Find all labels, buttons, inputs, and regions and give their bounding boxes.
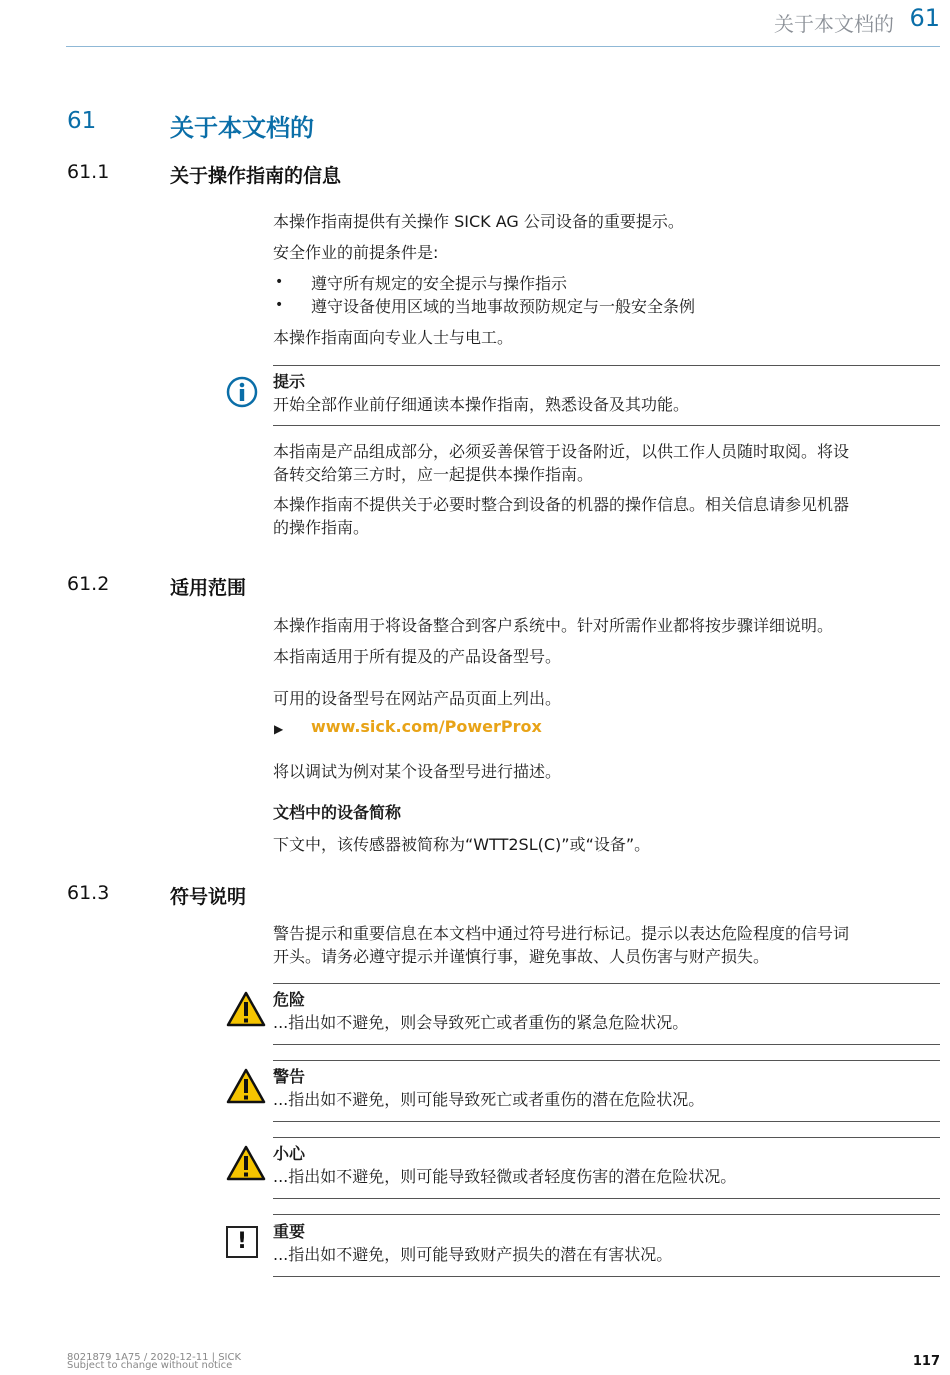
- bullet-dot: •: [275, 274, 284, 290]
- important-exclamation-icon: !: [226, 1226, 258, 1258]
- paragraph: 安全作业的前提条件是:: [273, 243, 439, 262]
- danger-bottom-rule: [273, 1044, 940, 1045]
- warning-triangle-icon: [226, 1145, 266, 1181]
- running-header-title: 关于本文档的: [774, 12, 894, 36]
- subheading: 文档中的设备简称: [273, 803, 402, 822]
- paragraph: 可用的设备型号在网站产品页面上列出。: [273, 689, 562, 708]
- section-title: 符号说明: [170, 886, 247, 908]
- list-item: 遵守设备使用区域的当地事故预防规定与一般安全条例: [311, 297, 696, 316]
- section-number: 61.2: [67, 573, 110, 595]
- list-item: 遵守所有规定的安全提示与操作指示: [311, 274, 568, 293]
- paragraph: 将以调试为例对某个设备型号进行描述。: [273, 762, 562, 781]
- arrow-bullet-icon: ▶: [274, 722, 284, 736]
- important-top-rule: [273, 1214, 940, 1215]
- important-bottom-rule: [273, 1276, 940, 1277]
- warning-top-rule: [273, 1060, 940, 1061]
- warning-triangle-icon: [226, 991, 266, 1027]
- important-title: 重要: [273, 1222, 306, 1241]
- chapter-number: 61: [67, 108, 97, 134]
- paragraph: 本操作指南提供有关操作 SICK AG 公司设备的重要提示。: [273, 212, 684, 231]
- warning-text: ...指出如不避免，则可能导致死亡或者重伤的潜在危险状况。: [273, 1090, 705, 1109]
- section-title: 关于操作指南的信息: [170, 165, 342, 187]
- danger-top-rule: [273, 983, 940, 984]
- paragraph: 本操作指南用于将设备整合到客户系统中。针对所需作业都将按步骤详细说明。: [273, 616, 834, 635]
- note-text: 开始全部作业前仔细通读本操作指南，熟悉设备及其功能。: [273, 395, 690, 414]
- caution-text: ...指出如不避免，则可能导致轻微或者轻度伤害的潜在危险状况。: [273, 1167, 737, 1186]
- section-title: 适用范围: [170, 577, 247, 599]
- caution-title: 小心: [273, 1144, 306, 1163]
- footer-document-id: 8021879 1A75 / 2020-12-11 | SICK: [67, 1352, 242, 1363]
- chapter-title: 关于本文档的: [170, 114, 314, 142]
- paragraph-line: 警告提示和重要信息在本文档中通过符号进行标记。提示以表达危险程度的信号词: [273, 924, 850, 943]
- footer-notice: Subject to change without notice: [67, 1360, 233, 1371]
- warning-triangle-icon: [226, 1068, 266, 1104]
- bullet-dot: •: [275, 297, 284, 313]
- caution-bottom-rule: [273, 1198, 940, 1199]
- note-bottom-rule: [273, 425, 940, 426]
- paragraph-line: 备转交给第三方时，应一起提供本操作指南。: [273, 465, 594, 484]
- section-number: 61.3: [67, 882, 110, 904]
- danger-title: 危险: [273, 990, 306, 1009]
- paragraph-line: 开头。请务必遵守提示并谨慎行事，避免事故、人员伤害与财产损失。: [273, 947, 770, 966]
- important-text: ...指出如不避免，则可能导致财产损失的潜在有害状况。: [273, 1245, 673, 1264]
- page-number: 117: [912, 1354, 940, 1369]
- caution-top-rule: [273, 1137, 940, 1138]
- warning-title: 警告: [273, 1067, 306, 1086]
- paragraph: 本操作指南面向专业人士与电工。: [273, 328, 514, 347]
- paragraph: 本指南适用于所有提及的产品设备型号。: [273, 647, 562, 666]
- paragraph-line: 本指南是产品组成部分，必须妥善保管于设备附近，以供工作人员随时取阅。将设: [273, 442, 850, 461]
- website-link[interactable]: www.sick.com/PowerProx: [311, 717, 542, 736]
- danger-text: ...指出如不避免，则会导致死亡或者重伤的紧急危险状况。: [273, 1013, 689, 1032]
- paragraph-line: 本操作指南不提供关于必要时整合到设备的机器的操作信息。相关信息请参见机器: [273, 495, 850, 514]
- running-header-chapter: 61: [909, 4, 940, 32]
- paragraph-line: 的操作指南。: [273, 518, 370, 537]
- warning-bottom-rule: [273, 1121, 940, 1122]
- section-number: 61.1: [67, 161, 110, 183]
- note-top-rule: [273, 365, 940, 366]
- header-divider: [66, 46, 940, 47]
- paragraph: 下文中，该传感器被简称为“WTT2SL(C)”或“设备”。: [273, 835, 651, 854]
- info-icon: [226, 376, 258, 408]
- note-title: 提示: [273, 372, 306, 391]
